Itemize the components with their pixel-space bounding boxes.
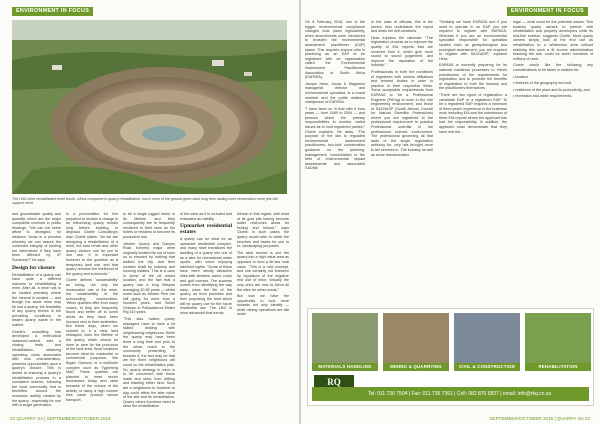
bullet-item: • location <box>513 74 529 79</box>
paragraph: But now we have the opportunity to look more towards not only identify — while mining operations are still under <box>237 294 289 317</box>
paragraph: of the mine as it is included and evaluated as viability. <box>180 212 232 221</box>
ad-tile-civil-construction: CIVIL & CONSTRUCTION <box>454 313 520 371</box>
paragraph: to be a single logged factor in its lifetime, and they consequently are to frequently rendered to their uses as the hotels or reclaims to become its productive use. <box>123 212 175 239</box>
paragraph: In the case of officials, this is the person who undertakes the report and deals the drill-weathers. <box>371 20 433 34</box>
paragraph: Cloete would like the following key considerations to be taken in relation for: <box>513 63 593 72</box>
subheading-design-for-closure: Design for closure <box>12 264 55 271</box>
right-page <box>301 0 600 424</box>
ad-tile-rehabilitation: REHABILITATION <box>525 313 591 371</box>
ad-tile-materials-handling: MATERIALS HANDLING <box>312 313 378 371</box>
article-column-3 <box>123 212 175 411</box>
paragraph: Cloete's consulting has developed a methodical reasoned-ranked, sets a closing tests and rehabilitation, obtaining operating costs associated with rock characteristics, presents opportunities upon a quarry's closure. This is aimed at ensuring a quarry's rehabilitation process in a consistent manner, following the local community that is benefited around the economic activity created by the quarry - especially for one with a single generation. <box>12 329 61 408</box>
photo-caption: The LBG mine rehabilitated three fourth- Africa compared to quarry rehabilitation, much more of the ground gives back long term lasting mine reclamation more jets will support more. <box>12 197 278 206</box>
paragraph: Rehabilitation of a quarry can have quite a different outcome to rehabilitating a mine. After all, a mine has to be located precisely where the mineral is located — and though the same mine may be lost a quarry, the feasibility of any quarry thrives in the prevailing conditions to lessen quarry waste in the market. <box>12 272 61 328</box>
paragraph: African in this regard, with most of its gold pits having become water reservoirs areas for fishing and leisure," says Cloete. In such cases, the quarry would wish to retain the benches and bases for use to re- landscaping purposes. <box>237 212 289 249</box>
ad-tile-mining-quarrying: MINING & QUARRYING <box>383 313 449 371</box>
paragraph: Hess explains the rationale: "The registration process as to improve the quality of EIA reports that are received from it, which give more sound to sound judgement, and improve the reputation of the industry." <box>371 35 433 68</box>
paragraph: legal — what could be the potential values. This enables quarry owners to partner with rehabilitation and property developers while its end-line eviction, suggests Cloete. Most quarry owners simply look at the end use as rehabilitation to a wilderness area without realising this such a fit source administration thanking the site, could be worth hundreds of millions of rand. <box>513 20 593 61</box>
paragraph: On 8 February 2016, one of the bigger environmental compliance changes took place legislatively, when amendments were introduced to broaden the environmental assessment practitioner (EAP) space. This requires anyone who is practicing as an EAP to be registered with an organisation called the Environmental Assessment Practitioners Association of South Africa (EAPASA). <box>305 20 365 80</box>
section-tag: ENVIRONMENT IN FOCUS <box>12 7 93 16</box>
paragraph: Cloete defines 'sustainability' as being, not only the measurable use of the mine, but sustainability of the surrounding communities. 'When quarries offer from many voices, to they are frequently found and better off to some areas as they have been focused next to their aesthetics. But these days, when we commit to, it a mine land reshaped, even the lifetime of the quarry, which should be done to care for the precursor of the land area. Such locations become ideal for residential or commercial purposes, like Bagel, Gamma, or a multilobe complex such as Tygerberg Mall." These quarries are planned to meet sector businesses today and raise because of the volume of the activity or using a high volume less value product whose transport. <box>66 278 118 402</box>
paragraph: "There are two types of registration: a candidate EAP or a registered EAP. To be a registered EAP requires a minimum of three years' experience in the business work including EIA and the submission of three EIA reports where the applicant has had the responsibility. In addition, the applicant must demonstrate that they have met the ... <box>439 92 507 134</box>
paragraph: Jacque Hess, Jonas & Magamso managerial director and environmental specialist, is a board member and the public relations chairperson of EAPASA. <box>305 81 365 105</box>
article-column-5 <box>237 212 289 319</box>
paragraph: Professionals in both the conditions of registered with various affiliations and learned bodies in order to practice in their respective fields. Some acceptable requirements from EAPASA to 'be a Professional Engineer (PrEng) to work in the civil engineering environment, and those of SACNASP (South African Council for Natural Scientific Professions) where you are registered to the professional requirement to practice Professional scientist in the professional science environment. The professional governing all that adds or the single registration authority for, only has brought more to tell services in. The industry as well as some bureaucracies <box>371 69 433 157</box>
ad-company-logo: RQ <box>314 375 354 389</box>
advertisement <box>307 308 594 406</box>
bullet-item: • recreation and wider requirements. <box>513 94 573 99</box>
section-tag: ENVIRONMENT IN FOCUS <box>507 7 588 16</box>
bullet-item: • features of the geography and soil, <box>513 81 573 86</box>
right-column-4 <box>513 20 593 101</box>
bullet-item: • resilience of the plant and its productivity, and <box>513 87 590 92</box>
paragraph: Jetober Quarry and Ganyes Rock formerly major were originally located far out of town so to ensured by nothing that walked the city, and their location shaft by industry and housing estates. This is a case in some of the pit mined location, and the fact that a quarry has a long lifespan averaging 30-50 years — whilst some such as Jetober Peer are still going for more than a hundred years, and Schell Graham in Polkadabroot Eisten Rig 110 years. <box>123 241 175 315</box>
page-footer: SEPTEMBER/OCTOBER 2016 | QUARRY SA 23 <box>301 413 600 424</box>
paragraph: EAPASA is currently preparing for its national roadshow processes to inform practitioners of the requirements for registration and to promote the benefits of registration to both the industry and the practitioners themselves. <box>439 63 507 91</box>
article-column-2 <box>66 212 118 404</box>
paragraph: and groundwater quality and quantity, which are the major complaints received in public hearings. "We can not seem afford to disregard, for instance, those in a process whereby we can assure the continued integrity of holding me determines if they have been affected by it? Someone?" he says. <box>12 212 61 262</box>
paragraph: A quarry can be ideal for an upmarket residential complex, and many have transitions the dwelling of a quarry into one of as a lake for recreational water sports, with some enjoying lakefront sights. "Some of these have been strictly attractive sites with streams, dams, rocks and golf courses. The success comes from identifying the way early, since the life of the quarry, as from promises and then proposing the land which will be quarry use for the future residential use. The LBG is mine advanced that trends <box>180 237 232 315</box>
right-column-1 <box>305 20 365 173</box>
right-column-2 <box>371 20 433 159</box>
paragraph: "Similarly we have EAPASA and if you want to operate in an EAP you are required to register with EAPASA. Whereas if you are an environmental specialist responsible for specialist studies such as geohydrological and ecological assessment, you are required to register with SACNASP," explains Hess. <box>439 20 507 61</box>
article-column-4 <box>180 212 232 317</box>
paragraph: In a precondition for him prepared to reclaim a change in an influencing quarry remain long before building or disposal. Cloete Consulting's Alan Cloete states: "As we are designing a rehabilitation of a mine, the best rehab and other quarry closure can be put to one use. It is important however to the question as a temporary land use, and that quarry remains the livelihood of the quarry and surrounds." <box>66 212 118 276</box>
paragraph: The slide service is one the quarry into a high value area as opposed to fund a tie-law rural value. "This is a new concept, and one certainly not foreseen by regulators of the negative end use of mine, virtually the only ones are new to Alexa all the sites for urban areas." <box>237 250 289 292</box>
subheading-upmarket-residential: Upmarket residential estates <box>180 223 232 236</box>
paragraph: "This also makes quarry managers have to have a lot skilled dealing with neighbouring neighbours. While the quarry may have been there a long time and prior to the urban reach to the community presenting it towards it, the fact may be that we the there neighbours will count on the rehabilitation plan. So, quarry strategy in mind, is to be concerned with those made and used, from drifting and blasting either kind. Such are a neighbours to however to day could affect the later value of the site and its rehabilitation. Quarry mines therefore need to raise the rehabilitation <box>123 317 175 409</box>
page-footer: 22 QUARRY SA | SEPTEMBER/OCTOBER 2016 <box>0 413 299 424</box>
ad-contact-bar: Tel: 011 736 7504 | Fax: 011 736 7361 | Cell: 082 870 5837 | email: info@rkq.co.za <box>312 387 589 401</box>
quarry-aerial-photo <box>12 20 287 194</box>
paragraph: "I have been on in that with it from years — from 1989 to 2004 — and persons which the primary responsibilities to monitor varied issues as to hold registered parties," Cloete explains. He adds, "The purpose of the law is regulated environmental assessment practitioners, two-fold: conservation guidance on the planning, management, consolidation in the field of environmental impact assessments and associated SADMs" <box>305 106 365 171</box>
right-column-3 <box>439 20 507 136</box>
article-column-1 <box>12 212 61 410</box>
quarry-photo-illustration <box>12 20 287 194</box>
